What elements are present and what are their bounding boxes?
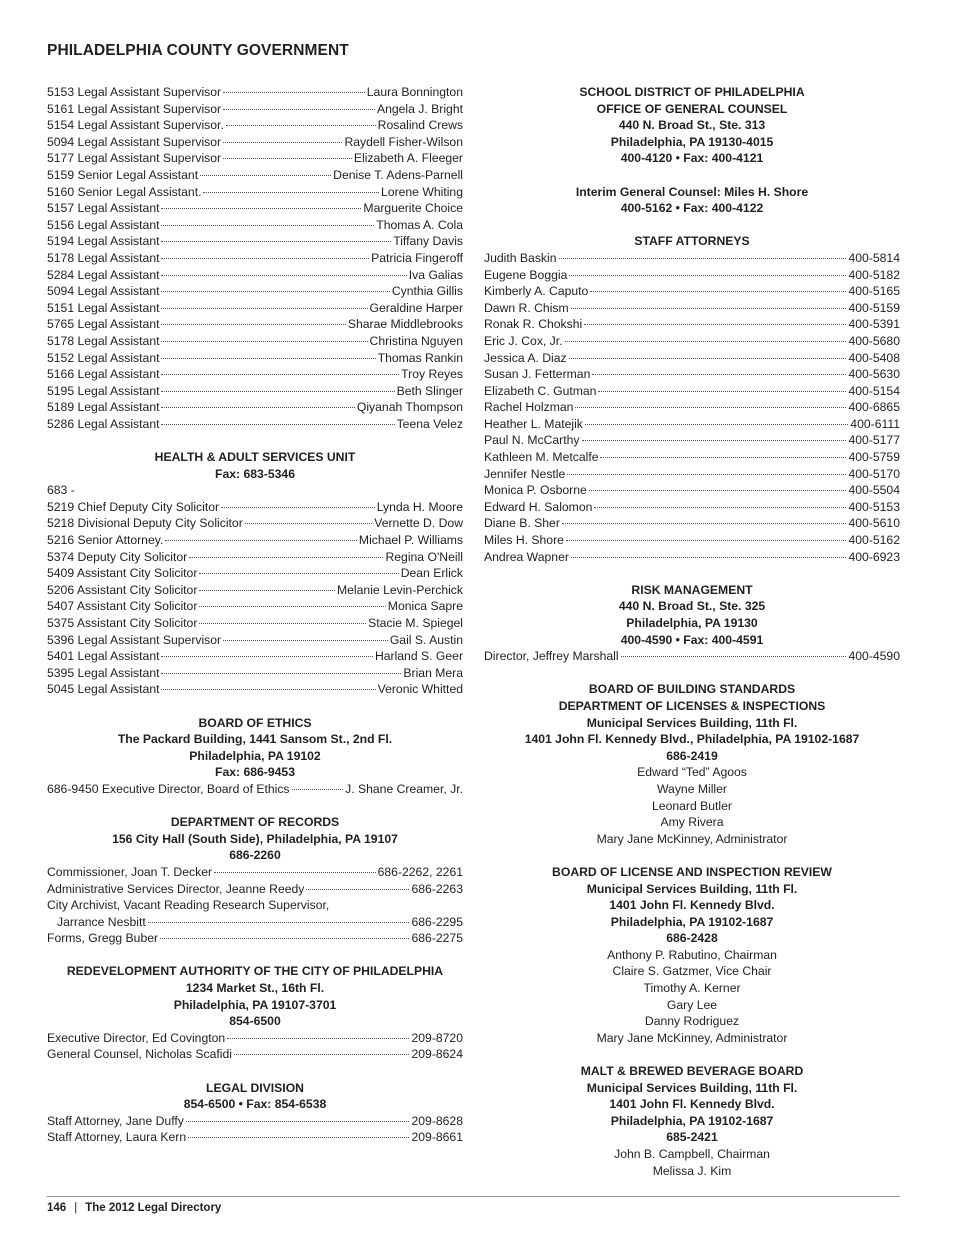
building-dept: DEPARTMENT OF LICENSES & INSPECTIONS <box>558 698 826 713</box>
redevelopment-row: Executive Director, Ed Covington 209-8720 <box>47 1030 463 1045</box>
directory-entry: 5156 Legal Assistant Thomas A. Cola <box>47 217 463 232</box>
board-member: Edward “Ted” Agoos <box>637 765 747 780</box>
board-member: Claire S. Gatzmer, Vice Chair <box>612 964 772 979</box>
section-title-redevelopment: REDEVELOPMENT AUTHORITY OF THE CITY OF PHILADELPHIA <box>66 964 444 979</box>
section-title-school: SCHOOL DISTRICT OF PHILADELPHIA <box>579 85 805 99</box>
risk-city: Philadelphia, PA 19130 <box>626 616 758 630</box>
board-member: John B. Campbell, Chairman <box>614 1147 770 1161</box>
footer-separator: | <box>74 1202 78 1214</box>
directory-entry: 5154 Legal Assistant Supervisor. Rosalind Crews <box>47 118 463 133</box>
directory-entry: Kimberly A. Caputo 400-5165 <box>484 284 900 299</box>
directory-entry: 5094 Legal Assistant Supervisor Raydell Fisher-Wilson <box>47 134 463 149</box>
records-row: Jarrance Nesbitt 686-2295 <box>57 914 463 929</box>
directory-entry: Heather L. Matejik 400-6111 <box>484 416 900 431</box>
directory-entry: 5178 Legal Assistant Christina Nguyen <box>47 333 463 348</box>
risk-address: 440 N. Broad St., Ste. 325 <box>618 599 766 614</box>
right-column <box>484 84 900 1179</box>
malt-address: 1401 John Fl. Kennedy Blvd. <box>609 1097 775 1112</box>
directory-entry: 5218 Divisional Deputy City Solicitor Vernette D. Dow <box>47 516 463 531</box>
board-member: Danny Rodriguez <box>644 1014 740 1029</box>
directory-entry: 5178 Legal Assistant Patricia Fingeroff <box>47 250 463 265</box>
directory-entry: 5157 Legal Assistant Marguerite Choice <box>47 201 463 216</box>
page-number: 146 <box>47 1202 67 1214</box>
school-phone: 400-4120 • Fax: 400-4121 <box>620 151 764 166</box>
school-office: OFFICE OF GENERAL COUNSEL <box>596 101 788 116</box>
records-row: Forms, Gregg Buber 686-2275 <box>47 931 463 946</box>
directory-entry: Miles H. Shore 400-5162 <box>484 533 900 548</box>
section-title-health: HEALTH & ADULT SERVICES UNIT <box>154 450 356 465</box>
section-title-building: BOARD OF BUILDING STANDARDS <box>588 682 796 697</box>
legal-assistant-list <box>47 84 463 432</box>
directory-entry: 5177 Legal Assistant Supervisor Elizabeth A. Fleeger <box>47 151 463 166</box>
health-fax: Fax: 683-5346 <box>215 466 295 481</box>
directory-entry: Elizabeth C. Gutman 400-5154 <box>484 383 900 398</box>
redevelopment-row: General Counsel, Nicholas Scafidi 209-8624 <box>47 1047 463 1062</box>
directory-entry: 5206 Assistant City Solicitor Melanie Levin-Perchick <box>47 582 463 597</box>
directory-entry: Eugene Boggia 400-5182 <box>484 267 900 282</box>
ethics-row: 686-9450 Executive Director, Board of Ethics J. Shane Creamer, Jr. <box>47 781 463 796</box>
malt-members <box>484 1146 900 1179</box>
board-member: Melissa J. Kim <box>652 1163 732 1178</box>
directory-entry: Dawn R. Chism 400-5159 <box>484 300 900 315</box>
directory-entry: Diane B. Sher 400-5610 <box>484 516 900 531</box>
board-member: Wayne Miller <box>657 781 727 796</box>
directory-entry: Jessica A. Diaz 400-5408 <box>484 350 900 365</box>
directory-entry: Monica P. Osborne 400-5504 <box>484 483 900 498</box>
board-member: Amy Rivera <box>660 815 724 830</box>
ethics-fax: Fax: 686-9453 <box>215 765 295 780</box>
section-title-ethics: BOARD OF ETHICS <box>198 715 312 730</box>
board-member: Gary Lee <box>666 997 718 1012</box>
ethics-city: Philadelphia, PA 19102 <box>189 748 321 763</box>
directory-entry: 5374 Deputy City Solicitor Regina O'Neill <box>47 549 463 564</box>
directory-entry: 5195 Legal Assistant Beth Slinger <box>47 383 463 398</box>
board-member: Mary Jane McKinney, Administrator <box>596 831 788 846</box>
review-members <box>484 947 900 1047</box>
directory-entry: 5284 Legal Assistant Iva Galias <box>47 267 463 282</box>
directory-entry: 5166 Legal Assistant Troy Reyes <box>47 367 463 382</box>
review-phone: 686-2428 <box>666 931 718 946</box>
directory-entry: Rachel Holzman 400-6865 <box>484 400 900 415</box>
directory-entry: 5161 Legal Assistant Supervisor Angela J. Bright <box>47 101 463 116</box>
building-address: 1401 John Fl. Kennedy Blvd., Philadelphia, PA 19102-1687 <box>524 732 860 747</box>
records-row: Administrative Services Director, Jeanne Reedy 686-2263 <box>47 881 463 896</box>
school-interim-phone: 400-5162 • Fax: 400-4122 <box>620 201 764 216</box>
section-title-malt: MALT & BREWED BEVERAGE BOARD <box>580 1064 804 1079</box>
review-city: Philadelphia, PA 19102-1687 <box>610 914 774 929</box>
section-title-legal: LEGAL DIVISION <box>206 1080 304 1095</box>
directory-entry: 5159 Senior Legal Assistant Denise T. Adens-Parnell <box>47 167 463 182</box>
health-list <box>47 499 463 698</box>
directory-entry: 5216 Senior Attorney. Michael P. Williams <box>47 533 463 548</box>
directory-entry: 5194 Legal Assistant Tiffany Davis <box>47 234 463 249</box>
records-row: Commissioner, Joan T. Decker 686-2262, 2261 <box>47 864 463 879</box>
review-address: 1401 John Fl. Kennedy Blvd. <box>609 898 775 913</box>
health-prefix: 683 - <box>47 483 75 498</box>
malt-address: Municipal Services Building, 11th Fl. <box>586 1080 798 1095</box>
directory-entry: 5045 Legal Assistant Veronic Whitted <box>47 682 463 697</box>
directory-entry: 5407 Assistant City Solicitor Monica Sapre <box>47 599 463 614</box>
page-title: PHILADELPHIA COUNTY GOVERNMENT <box>47 42 349 59</box>
malt-city: Philadelphia, PA 19102-1687 <box>610 1113 774 1128</box>
directory-entry: 5160 Senior Legal Assistant. Lorene Whiting <box>47 184 463 199</box>
directory-entry: 5153 Legal Assistant Supervisor Laura Bonnington <box>47 85 463 99</box>
directory-entry: Jennifer Nestle 400-5170 <box>484 466 900 481</box>
board-member: Anthony P. Rabutino, Chairman <box>607 947 777 962</box>
directory-entry: 5765 Legal Assistant Sharae Middlebrooks <box>47 317 463 332</box>
directory-entry: Ronak R. Chokshi 400-5391 <box>484 317 900 332</box>
board-member: Mary Jane McKinney, Administrator <box>596 1030 788 1045</box>
legal-row: Staff Attorney, Jane Duffy 209-8628 <box>47 1113 463 1128</box>
records-address: 156 City Hall (South Side), Philadelphia, PA 19107 <box>112 831 398 846</box>
directory-entry: Paul N. McCarthy 400-5177 <box>484 433 900 448</box>
redevelopment-address: 1234 Market St., 16th Fl. <box>185 981 325 996</box>
building-address: Municipal Services Building, 11th Fl. <box>586 715 798 730</box>
risk-phone: 400-4590 • Fax: 400-4591 <box>620 632 764 647</box>
school-interim-counsel: Interim General Counsel: Miles H. Shore <box>575 184 809 199</box>
redevelopment-city: Philadelphia, PA 19107-3701 <box>173 997 337 1012</box>
staff-attorneys-title: STAFF ATTORNEYS <box>634 234 750 249</box>
board-member: Leonard Butler <box>652 798 732 813</box>
directory-entry: 5409 Assistant City Solicitor Dean Erlick <box>47 566 463 581</box>
directory-entry: 5395 Legal Assistant Brian Mera <box>47 665 463 680</box>
records-phone: 686-2260 <box>229 848 281 863</box>
directory-entry: 5094 Legal Assistant Cynthia Gillis <box>47 284 463 299</box>
legal-row: Staff Attorney, Laura Kern 209-8661 <box>47 1130 463 1145</box>
directory-entry: Andrea Wapner 400-6923 <box>484 549 900 564</box>
review-address: Municipal Services Building, 11th Fl. <box>586 881 798 896</box>
ethics-address: The Packard Building, 1441 Sansom St., 2nd Fl. <box>117 732 393 747</box>
directory-entry: Susan J. Fetterman 400-5630 <box>484 367 900 382</box>
records-archivist-line: City Archivist, Vacant Reading Research Supervisor, <box>47 898 330 913</box>
malt-phone: 685-2421 <box>666 1130 718 1145</box>
board-member: Timothy A. Kerner <box>643 981 741 996</box>
directory-entry: 5189 Legal Assistant Qiyanah Thompson <box>47 400 463 415</box>
directory-entry: 5375 Assistant City Solicitor Stacie M. Spiegel <box>47 616 463 630</box>
page-footer <box>47 1202 221 1214</box>
directory-entry: 5219 Chief Deputy City Solicitor Lynda H. Moore <box>47 499 463 514</box>
directory-entry: 5151 Legal Assistant Geraldine Harper <box>47 300 463 315</box>
directory-entry: 5396 Legal Assistant Supervisor Gail S. Austin <box>47 632 463 647</box>
staff-attorneys-list <box>484 250 900 565</box>
directory-entry: Edward H. Salomon 400-5153 <box>484 499 900 514</box>
risk-row: Director, Jeffrey Marshall 400-4590 <box>484 649 900 664</box>
directory-entry: Judith Baskin 400-5814 <box>484 250 900 265</box>
building-phone: 686-2419 <box>666 748 718 763</box>
directory-entry: 5152 Legal Assistant Thomas Rankin <box>47 350 463 365</box>
building-members <box>484 764 900 847</box>
directory-entry: Eric J. Cox, Jr. 400-5680 <box>484 333 900 348</box>
legal-phone: 854-6500 • Fax: 854-6538 <box>183 1097 327 1112</box>
directory-entry: 5401 Legal Assistant Harland S. Geer <box>47 649 463 664</box>
school-address: 440 N. Broad St., Ste. 313 <box>618 118 766 133</box>
section-title-records: DEPARTMENT OF RECORDS <box>170 815 340 830</box>
footer-title: The 2012 Legal Directory <box>85 1202 222 1214</box>
redevelopment-phone: 854-6500 <box>229 1014 281 1029</box>
directory-entry: 5286 Legal Assistant Teena Velez <box>47 416 463 431</box>
directory-entry: Kathleen M. Metcalfe 400-5759 <box>484 450 900 465</box>
section-title-review: BOARD OF LICENSE AND INSPECTION REVIEW <box>552 864 832 879</box>
section-title-risk: RISK MANAGEMENT <box>631 582 753 597</box>
left-column <box>47 84 463 1146</box>
footer-divider <box>47 1196 900 1197</box>
school-city: Philadelphia, PA 19130-4015 <box>610 134 774 149</box>
